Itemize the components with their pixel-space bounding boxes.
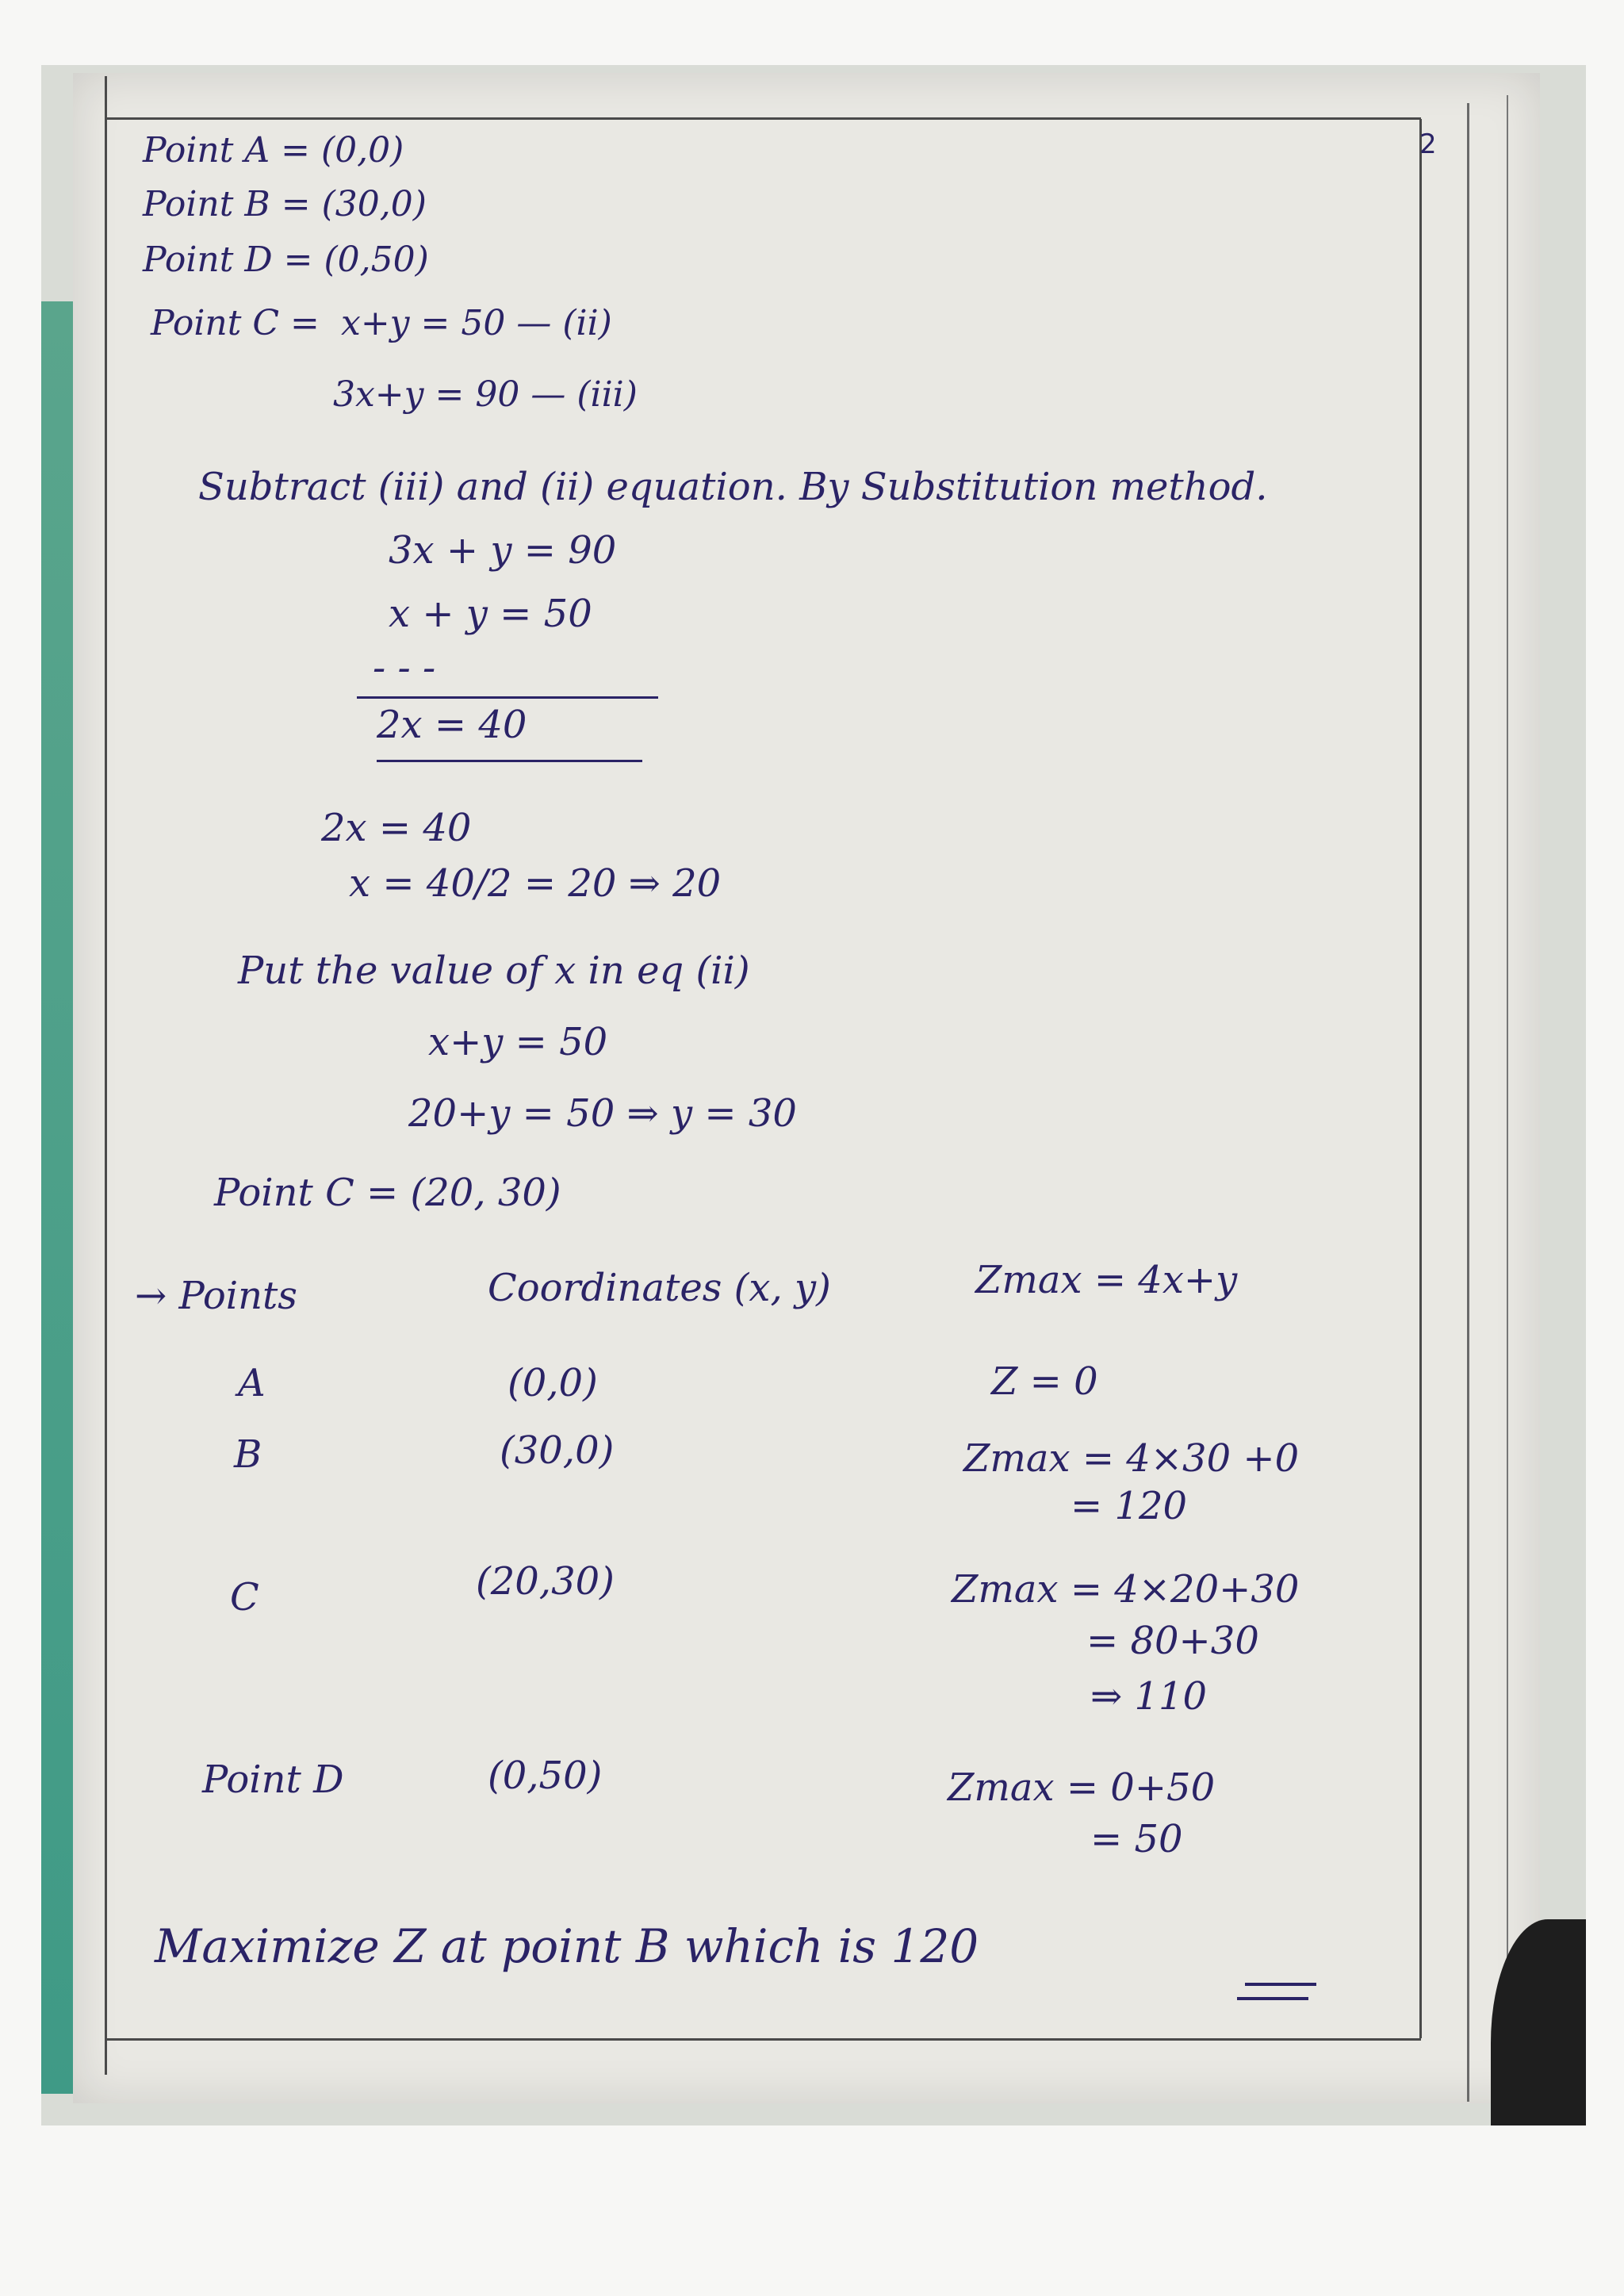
conclusion: Maximize Z at point B which is 120 <box>155 1919 979 1973</box>
subtract-instruction: Subtract (iii) and (ii) equation. By Substitution method. <box>198 465 1268 509</box>
row-a-coord: (0,0) <box>508 1361 598 1405</box>
green-strip <box>41 301 73 2094</box>
subtraction-result: 2x = 40 <box>377 703 527 747</box>
row-b-point: B <box>234 1432 262 1477</box>
margin-line-right <box>1419 119 1422 2038</box>
header-zmax: Zmax = 4x+y <box>975 1258 1238 1302</box>
point-c-label: Point C = <box>151 303 320 343</box>
row-c-z-3: ⇒ 110 <box>1090 1674 1208 1719</box>
row-d-coord: (0,50) <box>488 1754 603 1798</box>
put-value-instruction: Put the value of x in eq (ii) <box>238 949 750 993</box>
row-b-z-2: = 120 <box>1071 1484 1188 1528</box>
row-c-z-2: = 80+30 <box>1086 1619 1259 1663</box>
page-number: 2 <box>1419 128 1437 160</box>
page-edge-line-outer <box>1507 95 1508 2102</box>
header-points: → Points <box>135 1274 297 1318</box>
row-c-coord: (20,30) <box>476 1559 615 1604</box>
equation-iii: 3x+y = 90 — (iii) <box>333 374 638 415</box>
solve-line-2: x = 40/2 = 20 ⇒ 20 <box>349 861 722 906</box>
subtraction-row-1: 3x + y = 90 <box>389 528 617 573</box>
row-b-z-1: Zmax = 4×30 +0 <box>963 1436 1300 1481</box>
substitute-line-2: 20+y = 50 ⇒ y = 30 <box>408 1091 797 1136</box>
margin-line-bottom <box>105 2038 1421 2041</box>
point-b-line: Point B = (30,0) <box>143 184 427 224</box>
conclusion-underline-1 <box>1245 1983 1316 1986</box>
subtraction-row-2: x + y = 50 <box>389 592 592 636</box>
point-c-result: Point C = (20, 30) <box>214 1171 561 1215</box>
conclusion-underline-2 <box>1237 1997 1308 2000</box>
row-b-coord: (30,0) <box>500 1428 615 1473</box>
margin-line-left <box>105 76 107 2075</box>
subtraction-rule-bottom <box>377 760 642 762</box>
margin-line-top <box>105 117 1421 120</box>
substitute-line-1: x+y = 50 <box>428 1020 608 1064</box>
subtraction-rule-top <box>357 696 658 699</box>
subtraction-signs: - - - <box>373 646 436 690</box>
row-d-z-1: Zmax = 0+50 <box>948 1765 1216 1810</box>
page-edge-line <box>1467 103 1469 2102</box>
row-d-point: Point D <box>202 1757 344 1802</box>
header-coordinates: Coordinates (x, y) <box>488 1266 831 1310</box>
row-c-point: C <box>230 1575 259 1619</box>
point-a-line: Point A = (0,0) <box>143 130 404 171</box>
solve-line-1: 2x = 40 <box>321 806 472 850</box>
row-d-z-2: = 50 <box>1090 1817 1183 1861</box>
row-c-z-1: Zmax = 4×20+30 <box>952 1567 1300 1612</box>
row-a-z: Z = 0 <box>991 1359 1098 1404</box>
row-a-point: A <box>238 1361 266 1405</box>
point-d-line: Point D = (0,50) <box>143 240 429 280</box>
equation-ii: x+y = 50 — (ii) <box>341 303 612 343</box>
